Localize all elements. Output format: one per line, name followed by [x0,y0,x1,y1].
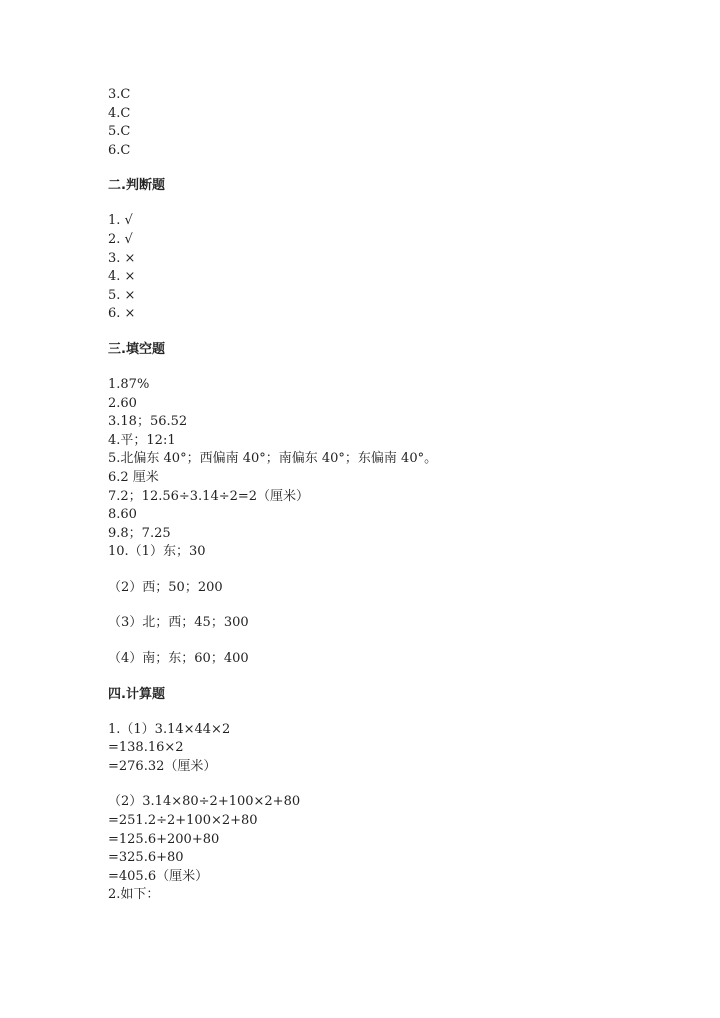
calc-line: =138.16×2 [108,740,184,756]
answer-line: 1.87% [108,376,150,392]
section-choice-answers [108,86,628,160]
calc-line: =125.6+200+80 [108,831,220,847]
answer-line: 3.C [108,87,131,102]
calc-line: （2）3.14×80÷2+100×2+80 [108,794,301,810]
answer-line: 5.C [108,124,131,140]
calc-line: =405.6（厘米） [108,868,209,884]
spacer [108,633,628,650]
answer-line: 6.2 厘米 [108,469,159,485]
answer-line: 4.平；12:1 [108,432,176,448]
calc-line: =276.32（厘米） [108,758,217,774]
answer-line: 9.8；7.25 [108,525,171,541]
answer-line: 5. × [108,287,136,303]
section-heading-judgement: 二.判断题 [108,178,165,194]
section-heading-calculation: 四.计算题 [108,686,165,702]
calc-line: 1.（1）3.14×44×2 [108,721,231,737]
answer-line: 4.C [108,105,131,121]
calc-line: =325.6+80 [108,850,184,866]
spacer [108,562,628,579]
sub-answer-line: （4）南；东；60；400 [108,651,249,667]
spacer [108,597,628,614]
answer-line: 4. × [108,269,136,285]
answer-line: 5.北偏东 40°；西偏南 40°；南偏东 40°；东偏南 40°。 [108,451,438,467]
answer-line: 7.2；12.56÷3.14÷2=2（厘米） [108,488,310,504]
answer-line: 10.（1）东；30 [108,544,206,560]
section-calculation-answers [108,721,628,905]
section-judgement-answers [108,212,628,324]
answer-sheet [108,86,628,905]
calc-line: =251.2÷2+100×2+80 [108,813,258,829]
answer-line: 1. √ [108,213,133,229]
sub-answer-line: （3）北；西；45；300 [108,615,249,631]
sub-answer-line: （2）西；50；200 [108,579,223,595]
answer-line: 2. √ [108,231,133,247]
answer-line: 2.60 [108,395,137,411]
section-fill-blank-answers [108,376,628,669]
calc-line: 2.如下： [108,887,160,903]
answer-line: 6.C [108,142,131,158]
answer-line: 8.60 [108,507,137,523]
answer-line: 3. × [108,250,136,266]
section-heading-fill-blank: 三.填空题 [108,341,165,357]
spacer [108,776,628,793]
answer-line: 3.18；56.52 [108,414,188,430]
answer-line: 6. × [108,306,136,322]
